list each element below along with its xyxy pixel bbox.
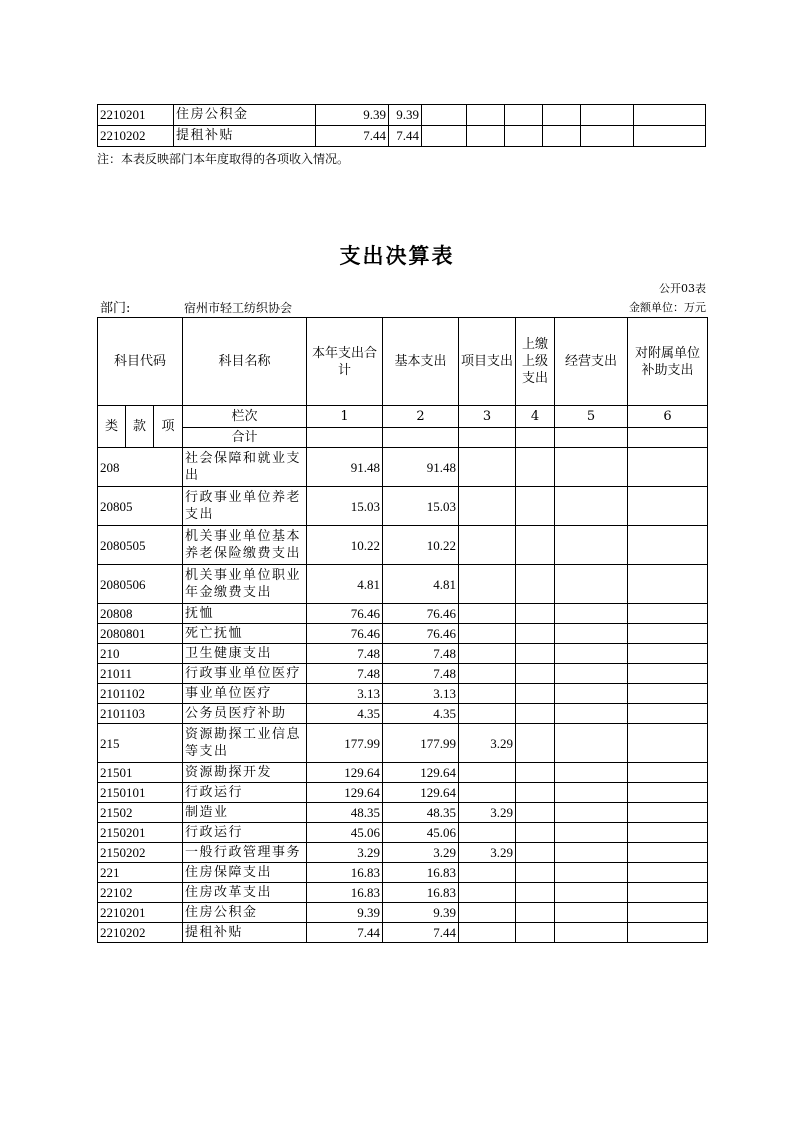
table-row xyxy=(98,644,708,664)
empty-cell xyxy=(516,624,555,644)
table-row xyxy=(98,823,708,843)
project-cell xyxy=(459,923,516,943)
table-row xyxy=(98,565,708,604)
code-cell: 2101103 xyxy=(98,704,183,724)
empty-cell xyxy=(555,903,628,923)
empty-cell xyxy=(628,823,708,843)
empty-cell xyxy=(555,923,628,943)
total-cell xyxy=(459,428,516,448)
empty-cell xyxy=(628,843,708,863)
table-row xyxy=(98,604,708,624)
empty-cell xyxy=(634,105,706,126)
empty-cell xyxy=(555,823,628,843)
empty-cell xyxy=(505,126,543,147)
code-cell: 2080801 xyxy=(98,624,183,644)
code-cell: 2210202 xyxy=(98,923,183,943)
empty-cell xyxy=(628,883,708,903)
code-cell: 2101102 xyxy=(98,684,183,704)
col-num-4: 4 xyxy=(516,406,555,428)
empty-cell xyxy=(628,903,708,923)
empty-cell xyxy=(628,863,708,883)
table-row xyxy=(98,704,708,724)
table-row xyxy=(98,664,708,684)
empty-cell xyxy=(505,105,543,126)
name-cell: 公务员医疗补助 xyxy=(183,704,307,724)
project-cell: 3.29 xyxy=(459,843,516,863)
header-kuan: 款 xyxy=(126,406,154,448)
code-cell: 22102 xyxy=(98,883,183,903)
empty-cell xyxy=(628,783,708,803)
empty-cell xyxy=(628,644,708,664)
empty-cell xyxy=(581,126,634,147)
empty-cell xyxy=(581,105,634,126)
total-cell: 16.83 xyxy=(307,883,383,903)
name-cell: 行政事业单位养老支出 xyxy=(183,487,307,526)
basic-cell: 15.03 xyxy=(383,487,459,526)
header-lei: 类 xyxy=(98,406,126,448)
empty-cell xyxy=(628,923,708,943)
empty-cell xyxy=(543,126,581,147)
project-cell xyxy=(459,604,516,624)
empty-cell xyxy=(628,763,708,783)
name-cell: 住房公积金 xyxy=(174,105,316,126)
code-cell: 2210202 xyxy=(98,126,174,147)
empty-cell xyxy=(516,724,555,763)
name-cell: 机关事业单位基本养老保险缴费支出 xyxy=(183,526,307,565)
code-cell: 21501 xyxy=(98,763,183,783)
total-cell: 9.39 xyxy=(307,903,383,923)
basic-cell: 16.83 xyxy=(383,863,459,883)
total-cell: 16.83 xyxy=(307,863,383,883)
empty-cell xyxy=(516,448,555,487)
column-number-row xyxy=(98,406,708,428)
form-number: 公开03表 xyxy=(659,282,706,295)
header-subsidy: 对附属单位补助支出 xyxy=(628,318,708,406)
header-heji: 合计 xyxy=(183,428,307,448)
empty-cell xyxy=(516,644,555,664)
project-cell xyxy=(459,704,516,724)
empty-cell xyxy=(516,487,555,526)
name-cell: 死亡抚恤 xyxy=(183,624,307,644)
table-row xyxy=(98,923,708,943)
code-cell: 2150201 xyxy=(98,823,183,843)
name-cell: 机关事业单位职业年金缴费支出 xyxy=(183,565,307,604)
project-cell: 3.29 xyxy=(459,803,516,823)
project-cell xyxy=(459,526,516,565)
empty-cell xyxy=(555,783,628,803)
basic-cell: 7.44 xyxy=(383,923,459,943)
total-cell: 3.13 xyxy=(307,684,383,704)
empty-cell xyxy=(555,526,628,565)
code-cell: 215 xyxy=(98,724,183,763)
empty-cell xyxy=(555,624,628,644)
project-cell xyxy=(459,624,516,644)
expenditure-table xyxy=(97,317,708,943)
total-cell: 129.64 xyxy=(307,783,383,803)
table-row xyxy=(98,105,706,126)
table-row xyxy=(98,843,708,863)
empty-cell xyxy=(555,604,628,624)
empty-cell xyxy=(555,763,628,783)
table-row xyxy=(98,526,708,565)
basic-cell: 91.48 xyxy=(383,448,459,487)
basic-cell: 16.83 xyxy=(383,883,459,903)
project-cell xyxy=(459,903,516,923)
basic-cell: 7.48 xyxy=(383,664,459,684)
name-cell: 资源勘探工业信息等支出 xyxy=(183,724,307,763)
table-row xyxy=(98,803,708,823)
empty-cell xyxy=(555,863,628,883)
empty-cell xyxy=(555,644,628,664)
total-cell: 4.35 xyxy=(307,704,383,724)
total-cell: 7.48 xyxy=(307,644,383,664)
code-cell: 2210201 xyxy=(98,903,183,923)
amount-cell: 9.39 xyxy=(316,105,389,126)
header-lanci: 栏次 xyxy=(183,406,307,428)
total-cell: 45.06 xyxy=(307,823,383,843)
header-project: 项目支出 xyxy=(459,318,516,406)
empty-cell xyxy=(628,724,708,763)
empty-cell xyxy=(516,565,555,604)
code-cell: 2150101 xyxy=(98,783,183,803)
empty-cell xyxy=(555,565,628,604)
empty-cell xyxy=(634,126,706,147)
empty-cell xyxy=(555,664,628,684)
table-row xyxy=(98,783,708,803)
header-code: 科目代码 xyxy=(98,318,183,406)
total-cell: 4.81 xyxy=(307,565,383,604)
empty-cell xyxy=(422,126,467,147)
code-cell: 20805 xyxy=(98,487,183,526)
code-cell: 210 xyxy=(98,644,183,664)
empty-cell xyxy=(516,664,555,684)
total-cell: 48.35 xyxy=(307,803,383,823)
page-title: 支出决算表 xyxy=(339,244,455,268)
basic-cell: 45.06 xyxy=(383,823,459,843)
empty-cell xyxy=(467,126,505,147)
project-cell xyxy=(459,565,516,604)
name-cell: 住房保障支出 xyxy=(183,863,307,883)
total-cell xyxy=(307,428,383,448)
name-cell: 住房公积金 xyxy=(183,903,307,923)
table-row xyxy=(98,684,708,704)
project-cell xyxy=(459,763,516,783)
empty-cell xyxy=(516,704,555,724)
total-cell: 129.64 xyxy=(307,763,383,783)
empty-cell xyxy=(516,526,555,565)
name-cell: 制造业 xyxy=(183,803,307,823)
table-row xyxy=(98,883,708,903)
basic-cell: 10.22 xyxy=(383,526,459,565)
total-cell: 3.29 xyxy=(307,843,383,863)
empty-cell xyxy=(555,724,628,763)
department-name: 宿州市轻工纺织协会 xyxy=(184,301,293,315)
header-basic: 基本支出 xyxy=(383,318,459,406)
empty-cell xyxy=(516,823,555,843)
col-num-1: 1 xyxy=(307,406,383,428)
table-row xyxy=(98,126,706,147)
empty-cell xyxy=(555,883,628,903)
empty-cell xyxy=(516,604,555,624)
header-business: 经营支出 xyxy=(555,318,628,406)
amount-unit: 金额单位：万元 xyxy=(629,301,706,314)
total-cell xyxy=(516,428,555,448)
empty-cell xyxy=(628,565,708,604)
project-cell xyxy=(459,883,516,903)
empty-cell xyxy=(516,883,555,903)
total-cell: 91.48 xyxy=(307,448,383,487)
table-row xyxy=(98,487,708,526)
empty-cell xyxy=(516,684,555,704)
table-row xyxy=(98,903,708,923)
total-cell: 76.46 xyxy=(307,624,383,644)
empty-cell xyxy=(516,863,555,883)
code-cell: 2150202 xyxy=(98,843,183,863)
col-num-3: 3 xyxy=(459,406,516,428)
table-note: 注：本表反映部门本年度取得的各项收入情况。 xyxy=(97,152,350,166)
basic-cell: 4.81 xyxy=(383,565,459,604)
total-cell: 15.03 xyxy=(307,487,383,526)
name-cell: 社会保障和就业支出 xyxy=(183,448,307,487)
header-upper: 上缴上级支出 xyxy=(516,318,555,406)
empty-cell xyxy=(422,105,467,126)
total-cell xyxy=(628,428,708,448)
empty-cell xyxy=(555,843,628,863)
name-cell: 提租补贴 xyxy=(174,126,316,147)
header-name: 科目名称 xyxy=(183,318,307,406)
project-cell: 3.29 xyxy=(459,724,516,763)
table-row xyxy=(98,724,708,763)
basic-cell: 9.39 xyxy=(383,903,459,923)
basic-cell: 3.29 xyxy=(383,843,459,863)
table-row xyxy=(98,863,708,883)
name-cell: 一般行政管理事务 xyxy=(183,843,307,863)
name-cell: 卫生健康支出 xyxy=(183,644,307,664)
name-cell: 事业单位医疗 xyxy=(183,684,307,704)
name-cell: 抚恤 xyxy=(183,604,307,624)
department-label: 部门: xyxy=(100,301,131,316)
project-cell xyxy=(459,823,516,843)
code-cell: 21011 xyxy=(98,664,183,684)
amount-cell: 7.44 xyxy=(389,126,422,147)
header-xiang: 项 xyxy=(154,406,183,448)
basic-cell: 48.35 xyxy=(383,803,459,823)
header-row xyxy=(98,318,708,406)
code-cell: 2080505 xyxy=(98,526,183,565)
project-cell xyxy=(459,664,516,684)
continuation-table xyxy=(97,104,706,147)
empty-cell xyxy=(516,803,555,823)
empty-cell xyxy=(516,923,555,943)
project-cell xyxy=(459,783,516,803)
empty-cell xyxy=(555,704,628,724)
basic-cell: 3.13 xyxy=(383,684,459,704)
total-cell: 7.44 xyxy=(307,923,383,943)
col-num-2: 2 xyxy=(383,406,459,428)
basic-cell: 129.64 xyxy=(383,783,459,803)
code-cell: 21502 xyxy=(98,803,183,823)
project-cell xyxy=(459,684,516,704)
table-row xyxy=(98,763,708,783)
empty-cell xyxy=(555,803,628,823)
empty-cell xyxy=(467,105,505,126)
basic-cell: 129.64 xyxy=(383,763,459,783)
table-row xyxy=(98,448,708,487)
name-cell: 行政事业单位医疗 xyxy=(183,664,307,684)
total-cell: 10.22 xyxy=(307,526,383,565)
basic-cell: 7.48 xyxy=(383,644,459,664)
empty-cell xyxy=(516,903,555,923)
empty-cell xyxy=(628,526,708,565)
total-cell xyxy=(555,428,628,448)
basic-cell: 76.46 xyxy=(383,624,459,644)
total-cell: 7.48 xyxy=(307,664,383,684)
empty-cell xyxy=(555,684,628,704)
code-cell: 208 xyxy=(98,448,183,487)
empty-cell xyxy=(628,704,708,724)
project-cell xyxy=(459,863,516,883)
empty-cell xyxy=(628,448,708,487)
project-cell xyxy=(459,644,516,664)
empty-cell xyxy=(628,684,708,704)
total-cell: 177.99 xyxy=(307,724,383,763)
name-cell: 提租补贴 xyxy=(183,923,307,943)
code-cell: 20808 xyxy=(98,604,183,624)
empty-cell xyxy=(628,604,708,624)
col-num-5: 5 xyxy=(555,406,628,428)
name-cell: 行政运行 xyxy=(183,823,307,843)
name-cell: 行政运行 xyxy=(183,783,307,803)
empty-cell xyxy=(555,448,628,487)
header-total: 本年支出合计 xyxy=(307,318,383,406)
total-cell xyxy=(383,428,459,448)
basic-cell: 76.46 xyxy=(383,604,459,624)
code-cell: 221 xyxy=(98,863,183,883)
empty-cell xyxy=(516,763,555,783)
empty-cell xyxy=(628,624,708,644)
empty-cell xyxy=(543,105,581,126)
amount-cell: 7.44 xyxy=(316,126,389,147)
empty-cell xyxy=(628,487,708,526)
col-num-6: 6 xyxy=(628,406,708,428)
project-cell xyxy=(459,448,516,487)
amount-cell: 9.39 xyxy=(389,105,422,126)
name-cell: 住房改革支出 xyxy=(183,883,307,903)
empty-cell xyxy=(628,803,708,823)
empty-cell xyxy=(628,664,708,684)
total-row xyxy=(98,428,708,448)
table-row xyxy=(98,624,708,644)
empty-cell xyxy=(516,783,555,803)
name-cell: 资源勘探开发 xyxy=(183,763,307,783)
total-cell: 76.46 xyxy=(307,604,383,624)
code-cell: 2080506 xyxy=(98,565,183,604)
basic-cell: 177.99 xyxy=(383,724,459,763)
code-cell: 2210201 xyxy=(98,105,174,126)
basic-cell: 4.35 xyxy=(383,704,459,724)
empty-cell xyxy=(555,487,628,526)
empty-cell xyxy=(516,843,555,863)
project-cell xyxy=(459,487,516,526)
